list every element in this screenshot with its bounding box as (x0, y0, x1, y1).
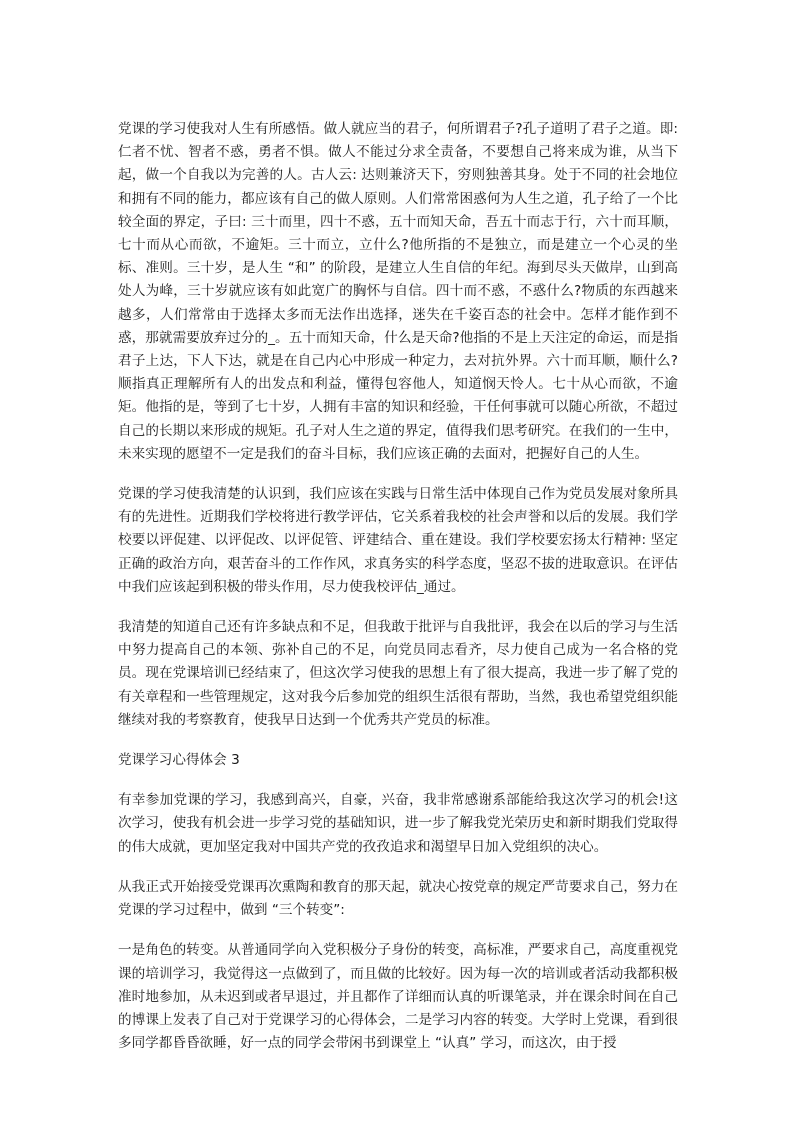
paragraph-1: 党课的学习使我对人生有所感悟。做人就应当的君子，何所谓君子?孔子道明了君子之道。即: 仁者不忧、智者不惑，勇者不惧。做人不能过分求全责备，不要想自己将来成为谁，从当下起，做一个自我以为完善的人。古人云: 达则兼济天下，穷则独善其身。处于不同的社会地位和拥有不同的能力，都应该有自己的做人原则。人们常常困惑何为人生之道，孔子给了一个比较全面的界定，子曰: 三十而里，四十不惑，五十而知天命，吾五十而志于行，六十而耳顺，七十而从心而欲，不逾矩。三十而立，立什么?他所指的不是独立，而是建立一个心灵的坐标、准则。三十岁，是人生 “和” 的阶段，是建立人生自信的年纪。海到尽头天做岸，山到高处人为峰，三十岁就应该有如此宽广的胸怀与自信。四十而不惑，不惑什么?物质的东西越来越多，人们常常由于选择太多而无法作出选择，迷失在千姿百态的社会中。怎样才能作到不惑，那就需要放弃过分的_。五十而知天命，什么是天命?他指的不是上天注定的命运，而是指君子上达，下人下达，就是在自己内心中形成一种定力，去对抗外界。六十而耳顺，顺什么?顺指真正理解所有人的出发点和利益，懂得包容他人，知道悯天怜人。七十从心而欲，不逾矩。他指的是，等到了七十岁，人拥有丰富的知识和经验，干任何事就可以随心所欲，不超过自己的长期以来形成的规矩。孔子对人生之道的界定，值得我们思考研究。在我们的一生中，未来实现的愿望不一定是我们的奋斗目标，我们应该正确的去面对，把握好自己的人生。 (118, 121, 678, 462)
paragraph-6: 一是角色的转变。从普通同学向入党积极分子身份的转变，高标准，严要求自己，高度重视党课的培训学习，我觉得这一点做到了，而且做的比较好。因为每一次的培训或者活动我都积极准时地参加，从未迟到或者早退过，并且都作了详细而认真的听课笔录，并在课余时间在自己的博课上发表了自己对于党课学习的心得体会，二是学习内容的转变。大学时上党课，看到很多同学都昏昏欲睡，好一点的同学会带闲书到课堂上 “认真” 学习，而这次，由于授 (118, 942, 678, 1052)
paragraph-4: 有幸参加党课的学习，我感到高兴，自豪，兴奋，我非常感谢系部能给我这次学习的机会!这次学习，使我有机会进一步学习党的基础知识，进一步了解我党光荣历史和新时期我们党取得的伟大成就，更加坚定我对中国共产党的孜孜追求和渴望早日加入党组织的决心。 (118, 792, 678, 855)
paragraph-3: 我清楚的知道自己还有许多缺点和不足，但我敢于批评与自我批评，我会在以后的学习与生活中努力提高自己的本领、弥补自己的不足，向党员同志看齐，尽力使自己成为一名合格的党员。现在党课培训已经结束了，但这次学习使我的思想上有了很大提高，我进一步了解了党的有关章程和一些管理规定，这对我今后参加党的组织生活很有帮助，当然，我也希望党组织能继续对我的考察教育，使我早日达到一个优秀共产党员的标准。 (118, 619, 678, 728)
paragraph-2: 党课的学习使我清楚的认识到，我们应该在实践与日常生活中体现自己作为党员发展对象所具有的先进性。近期我们学校将进行教学评估，它关系着我校的社会声誉和以后的发展。我们学校要以评促建、以评促改、以评促管、评建结合、重在建设。我们学校要宏扬太行精神: 坚定正确的政治方向，艰苦奋斗的工作作风，求真务实的科学态度，坚忍不拔的进取意识。在评估中我们应该起到积极的带头作用，尽力使我校评估_通过。 (118, 486, 678, 595)
paragraph-5: 从我正式开始接受党课再次熏陶和教育的那天起，就决心按党章的规定严苛要求自己，努力在党课的学习过程中，做到 “三个转变”: (118, 878, 678, 919)
document-page (118, 118, 678, 1072)
section-heading: 党课学习心得体会 3 (118, 752, 240, 769)
